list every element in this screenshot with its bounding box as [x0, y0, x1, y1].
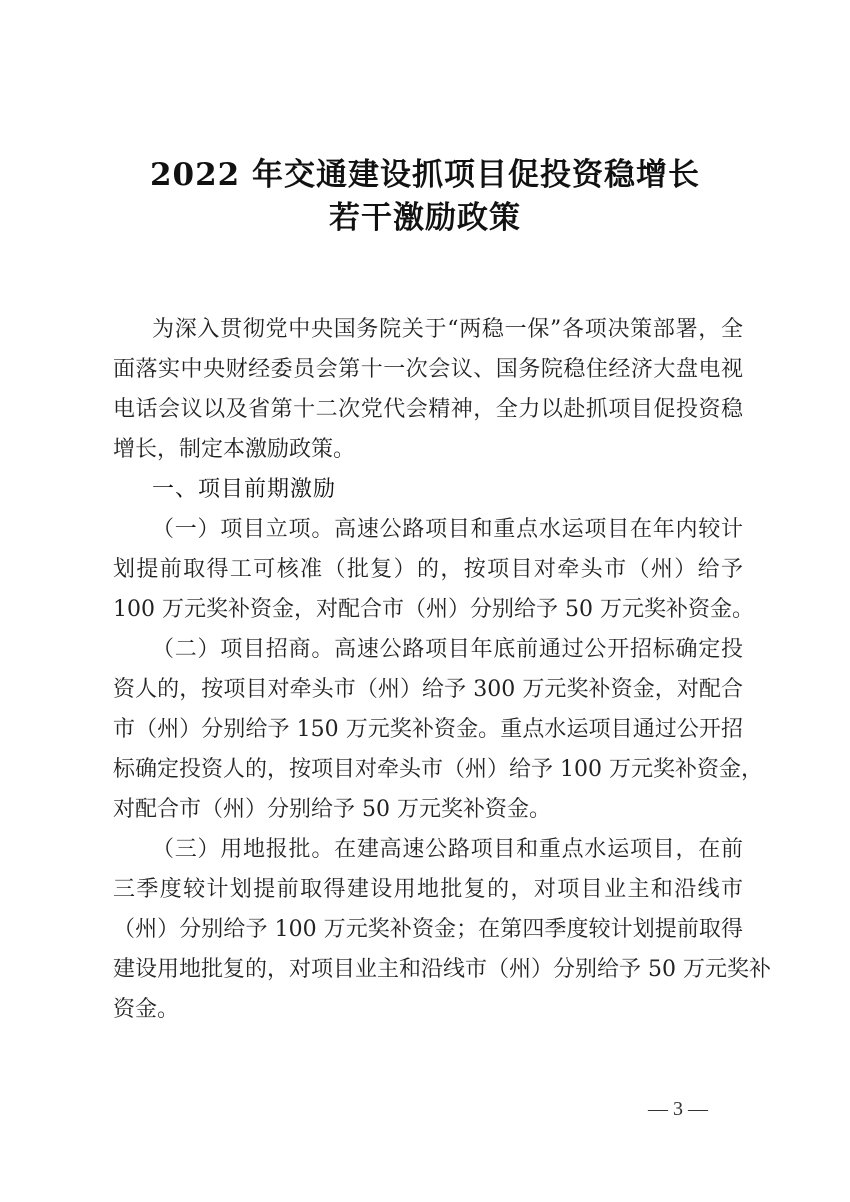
preamble-line: 为深入贯彻党中央国务院关于“两稳一保”各项决策部署，全 [152, 317, 743, 342]
section-heading: 一、项目前期激励 [152, 477, 337, 502]
page-number: — 3 — [648, 1098, 708, 1120]
item2-line: 标确定投资人的，按项目对牵头市（州）给予 100 万元奖补资金， [113, 757, 763, 782]
item2-line: （二）项目招商。高速公路项目年底前通过公开招标确定投 [152, 637, 743, 662]
preamble-line: 增长，制定本激励政策。 [113, 437, 356, 462]
document-title-line-2: 若干激励政策 [329, 200, 521, 236]
item2-line: 资人的，按项目对牵头市（州）给予 300 万元奖补资金，对配合 [113, 677, 743, 702]
preamble-line: 面落实中央财经委员会第十一次会议、国务院稳住经济大盘电视 [113, 357, 743, 382]
item3-line: 资金。 [113, 997, 180, 1022]
item1-line: 划提前取得工可核准（批复）的，按项目对牵头市（州）给予 [113, 557, 743, 582]
preamble-line: 电话会议以及省第十二次党代会精神，全力以赴抓项目促投资稳 [113, 397, 743, 422]
item1-line: （一）项目立项。高速公路项目和重点水运项目在年内较计 [152, 517, 743, 542]
item3-line: （三）用地报批。在建高速公路项目和重点水运项目，在前 [152, 837, 743, 862]
item1-line: 100 万元奖补资金，对配合市（州）分别给予 50 万元奖补资金。 [113, 597, 754, 622]
document-title-line-1: 2022 年交通建设抓项目促投资稳增长 [149, 157, 701, 193]
item3-line: 三季度较计划提前取得建设用地批复的，对项目业主和沿线市 [113, 877, 743, 902]
item3-line: 建设用地批复的，对项目业主和沿线市（州）分别给予 50 万元奖补 [113, 957, 771, 982]
item3-line: （州）分别给予 100 万元奖补资金；在第四季度较计划提前取得 [113, 917, 743, 942]
item2-line: 市（州）分别给予 150 万元奖补资金。重点水运项目通过公开招 [113, 717, 743, 742]
item2-line: 对配合市（州）分别给予 50 万元奖补资金。 [113, 797, 551, 822]
